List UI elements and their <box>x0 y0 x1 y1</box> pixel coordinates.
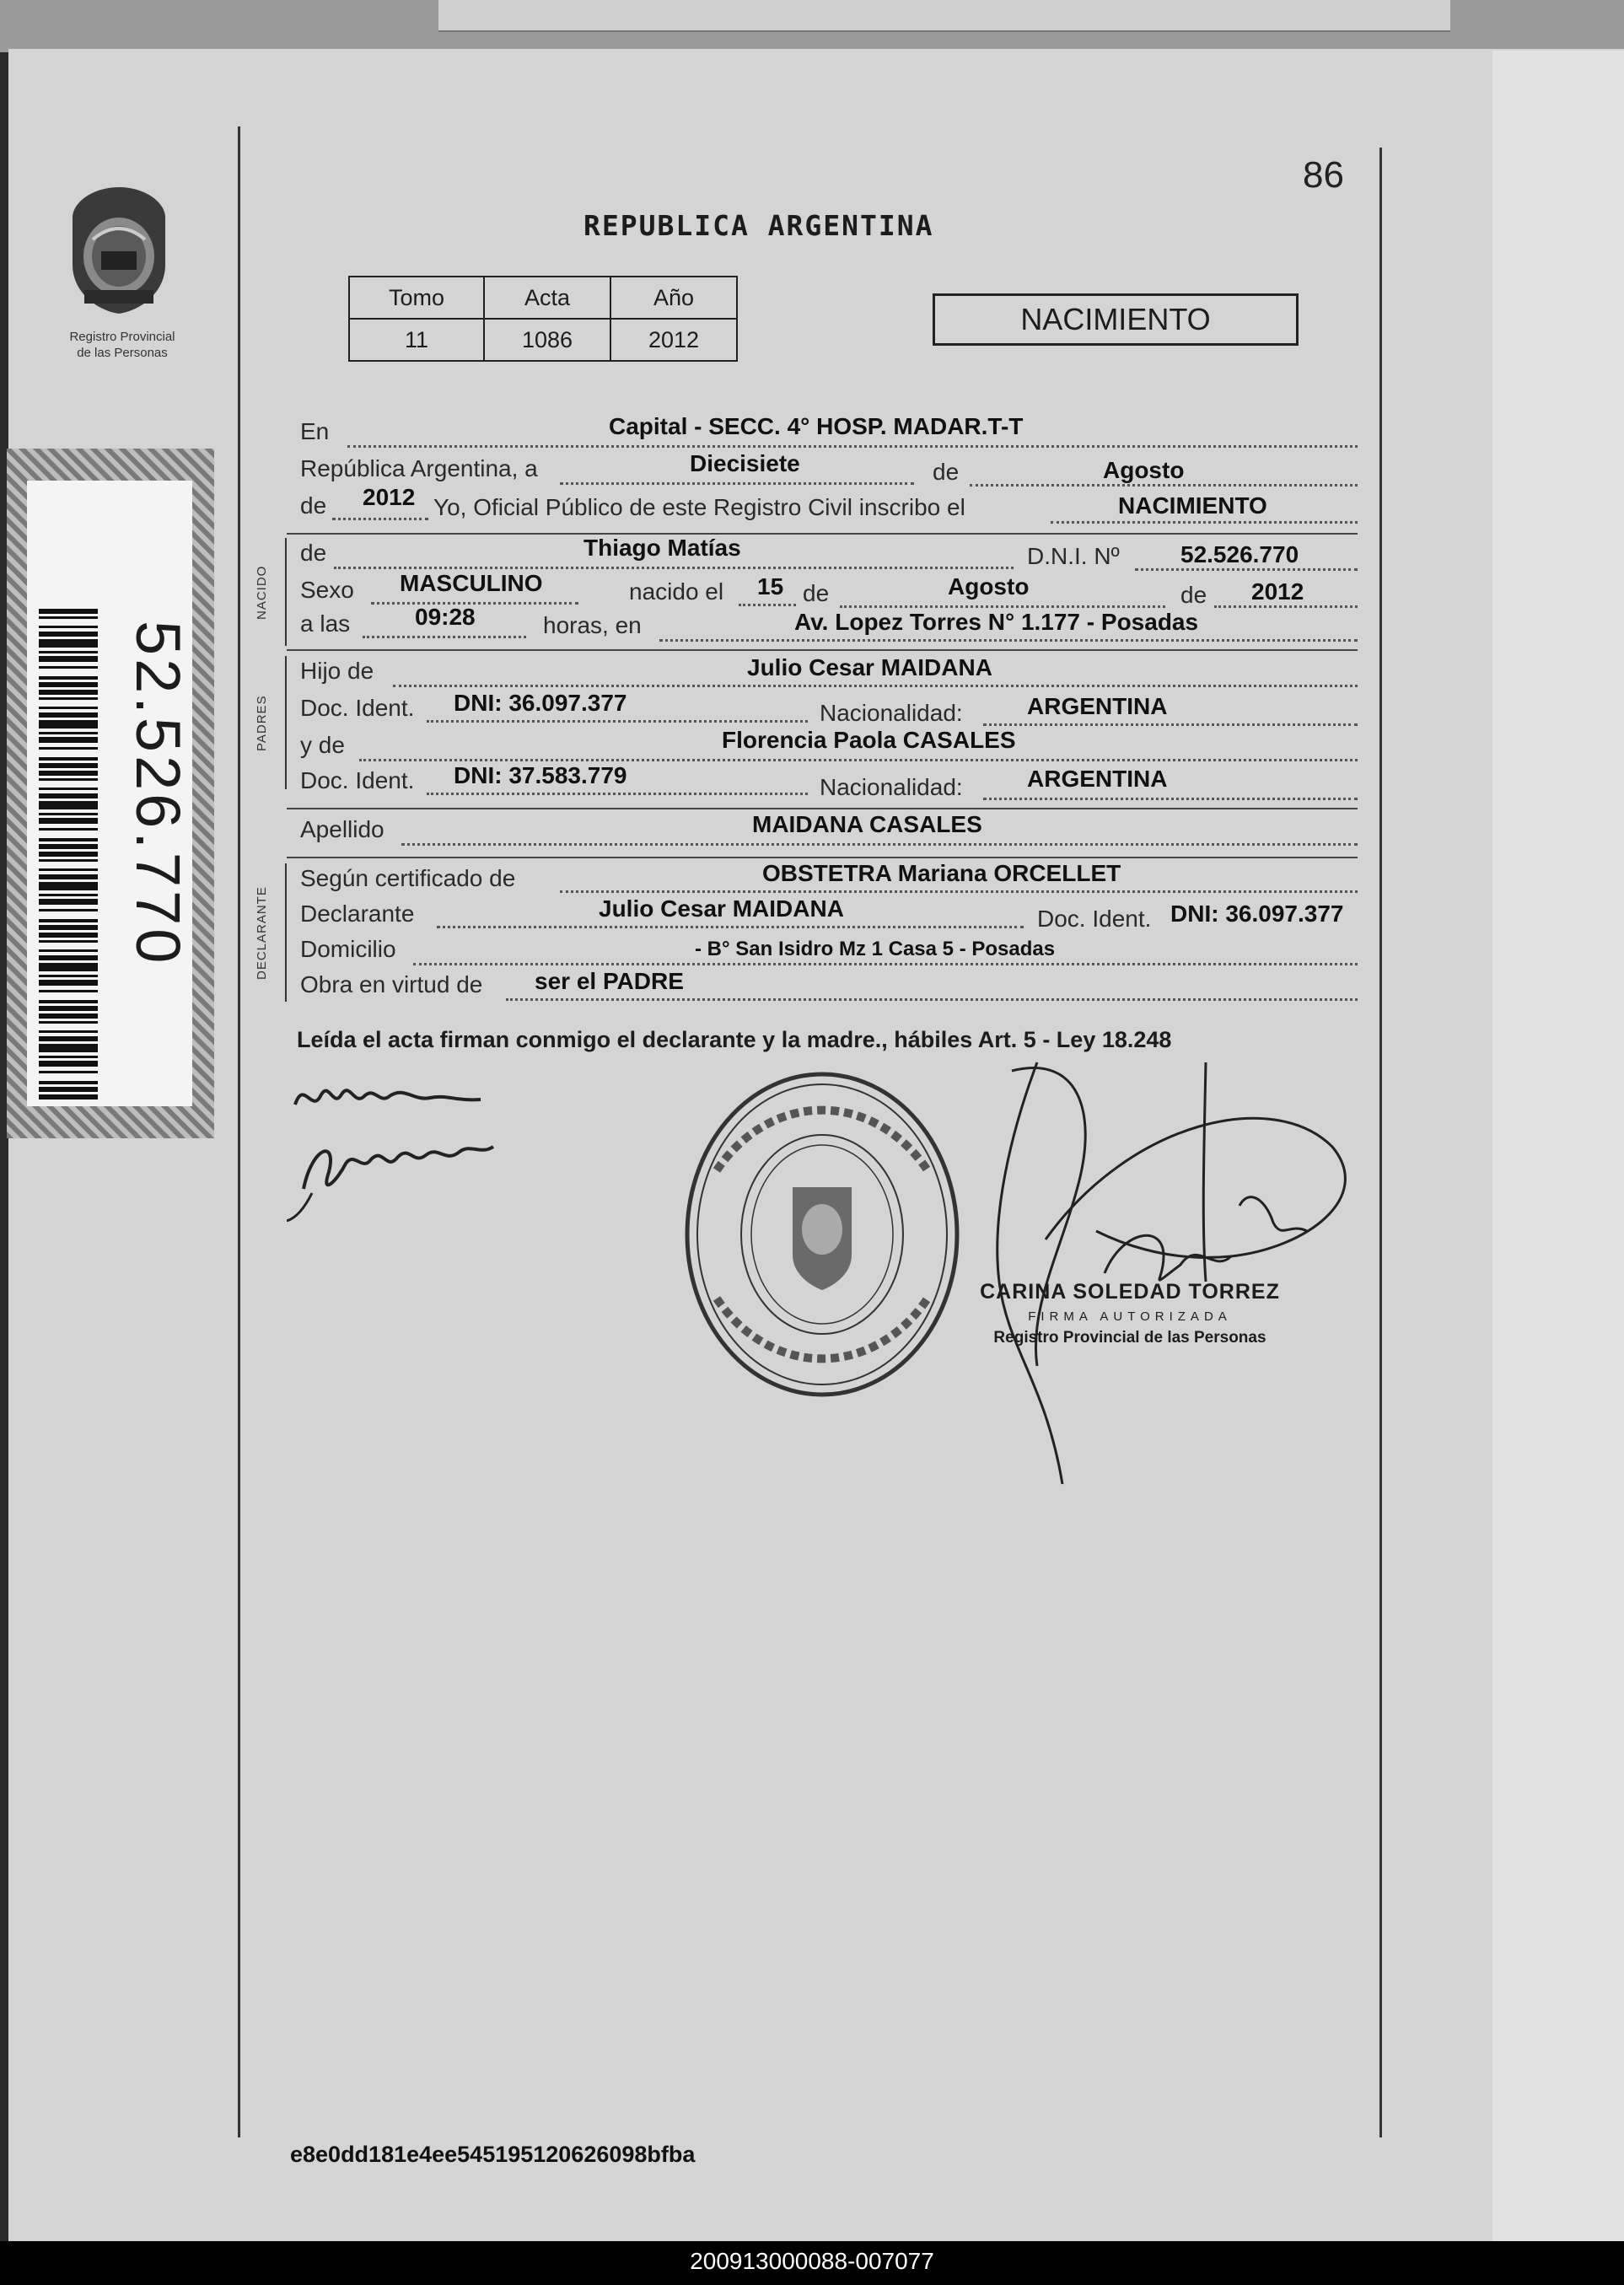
fill-line <box>1214 605 1358 608</box>
fill-line <box>359 759 1358 761</box>
statement-label: Yo, Oficial Público de este Registro Civil inscribo el <box>433 494 965 520</box>
child-dni-value: 52.526.770 <box>1180 541 1299 567</box>
frame-left-line <box>238 126 240 2137</box>
fill-line <box>840 605 1165 608</box>
declarant-signature-icon <box>287 1071 506 1223</box>
closing-statement: Leída el acta firman conmigo el declarante y la madre., hábiles Art. 5 - Ley 18.248 <box>297 1027 1172 1052</box>
de-year-label: de <box>1180 582 1207 608</box>
signer-role: FIRMA AUTORIZADA <box>1028 1309 1232 1324</box>
de-year-label: de <box>300 492 327 519</box>
month-value: Agosto <box>1103 457 1185 483</box>
table-header-cell: Año <box>610 277 737 319</box>
domicilio-label: Domicilio <box>300 936 396 962</box>
section-separator <box>287 857 1358 858</box>
child-name-value: Thiago Matías <box>583 535 741 561</box>
fill-line <box>427 793 808 795</box>
father-nationality-value: ARGENTINA <box>1027 693 1168 719</box>
fill-line <box>363 636 526 638</box>
fill-line <box>401 843 1358 846</box>
page-edge <box>1492 51 1624 2243</box>
nacionalidad-label: Nacionalidad: <box>820 774 963 800</box>
birth-time-value: 09:28 <box>415 604 476 630</box>
registry-caption <box>34 329 211 361</box>
declarante-label: Declarante <box>300 901 415 927</box>
fill-line <box>332 518 428 520</box>
de-label: de <box>933 459 960 485</box>
table-header-cell: Tomo <box>349 277 484 319</box>
father-name-value: Julio Cesar MAIDANA <box>747 654 992 680</box>
document-hash: e8e0dd181e4ee545195120626098bfba <box>290 2142 696 2167</box>
table-header-row <box>349 277 737 319</box>
y-de-label: y de <box>300 732 345 758</box>
sexo-value: MASCULINO <box>400 570 543 596</box>
side-label-padres: PADRES <box>255 695 269 752</box>
page-number: 86 <box>1303 154 1344 196</box>
declarant-name-value: Julio Cesar MAIDANA <box>599 895 844 922</box>
section-separator <box>287 533 1358 535</box>
doc-ident-label: Doc. Ident. <box>300 695 415 721</box>
doc-ident-label: Doc. Ident. <box>300 767 415 793</box>
certificado-label: Según certificado de <box>300 865 516 891</box>
mother-name-value: Florencia Paola CASALES <box>722 727 1016 753</box>
hijo-de-label: Hijo de <box>300 658 374 684</box>
fill-line <box>427 720 808 723</box>
a-las-label: a las <box>300 610 351 637</box>
province-crest-icon <box>59 184 179 315</box>
padres-divider <box>285 656 287 789</box>
record-type-box: NACIMIENTO <box>933 293 1299 346</box>
official-signature-icon <box>911 1029 1366 1501</box>
fill-line <box>659 639 1358 642</box>
fill-line <box>413 963 1358 965</box>
signer-organization: Registro Provincial de las Personas <box>993 1329 1266 1347</box>
fill-line <box>739 604 796 606</box>
father-dni-value: DNI: 36.097.377 <box>454 690 627 716</box>
dni-label: D.N.I. Nº <box>1027 543 1120 569</box>
table-row <box>349 319 737 361</box>
fill-line <box>334 567 1014 569</box>
sexo-label: Sexo <box>300 577 354 603</box>
fill-line <box>437 926 1024 928</box>
horas-en-label: horas, en <box>543 612 642 638</box>
tomo-acta-table <box>348 276 738 362</box>
paper-scrap <box>438 0 1450 32</box>
nacido-el-label: nacido el <box>629 578 724 605</box>
de-name-label: de <box>300 540 327 566</box>
location-value: Capital - SECC. 4° HOSP. MADAR.T-T <box>609 413 1024 439</box>
fill-line <box>1051 521 1358 524</box>
en-label: En <box>300 418 330 444</box>
certificate-value: OBSTETRA Mariana ORCELLET <box>762 860 1121 886</box>
declarante-divider <box>285 863 287 1002</box>
registry-caption-line: de las Personas <box>77 346 168 360</box>
fill-line <box>983 798 1358 800</box>
barcode-label <box>27 481 192 1106</box>
document-title: REPUBLICA ARGENTINA <box>583 209 934 242</box>
mother-nationality-value: ARGENTINA <box>1027 766 1168 792</box>
republica-label: República Argentina, a <box>300 455 538 481</box>
fill-line <box>560 482 914 485</box>
surname-value: MAIDANA CASALES <box>752 811 982 837</box>
section-separator <box>287 649 1358 651</box>
day-value: Diecisiete <box>690 450 800 476</box>
year-value: 2012 <box>363 484 416 510</box>
fill-line <box>506 998 1358 1001</box>
fill-line <box>983 723 1358 726</box>
mother-dni-value: DNI: 37.583.779 <box>454 762 627 788</box>
birth-day-value: 15 <box>757 573 784 599</box>
fill-line <box>347 445 1358 448</box>
table-cell: 1086 <box>484 319 610 361</box>
birth-year-value: 2012 <box>1251 578 1304 605</box>
obra-label: Obra en virtud de <box>300 971 483 997</box>
statement-value: NACIMIENTO <box>1118 492 1267 519</box>
document-id: 200913000088-007077 <box>690 2248 934 2274</box>
barcode-icon <box>39 609 98 1102</box>
scanner-background <box>0 0 1624 52</box>
signer-name: CARINA SOLEDAD TORREZ <box>980 1280 1280 1304</box>
apellido-label: Apellido <box>300 816 384 842</box>
side-label-nacido: NACIDO <box>255 565 269 621</box>
birth-month-value: Agosto <box>948 573 1030 599</box>
table-cell: 11 <box>349 319 484 361</box>
table-cell: 2012 <box>610 319 737 361</box>
fill-line <box>560 890 1358 893</box>
doc-ident-label: Doc. Ident. <box>1037 906 1152 932</box>
table-header-cell: Acta <box>484 277 610 319</box>
nacionalidad-label: Nacionalidad: <box>820 700 963 726</box>
fill-line <box>1135 568 1358 571</box>
registry-caption-line: Registro Provincial <box>69 330 175 344</box>
address-value: - B° San Isidro Mz 1 Casa 5 - Posadas <box>695 938 1056 960</box>
birth-place-value: Av. Lopez Torres N° 1.177 - Posadas <box>794 609 1199 635</box>
nacido-divider <box>285 538 287 646</box>
fill-line <box>970 484 1358 487</box>
declarant-dni-value: DNI: 36.097.377 <box>1170 901 1344 927</box>
barcode-sticker <box>7 449 214 1138</box>
de-month-label: de <box>803 580 830 606</box>
section-separator <box>287 808 1358 809</box>
sticker-dni-number: 52.526.770 <box>123 620 193 967</box>
fill-line <box>393 685 1358 687</box>
side-label-declarante: DECLARANTE <box>255 886 269 981</box>
frame-right-line <box>1379 148 1382 2137</box>
obra-value: ser el PADRE <box>535 968 684 994</box>
authorized-signer <box>961 1280 1299 1347</box>
